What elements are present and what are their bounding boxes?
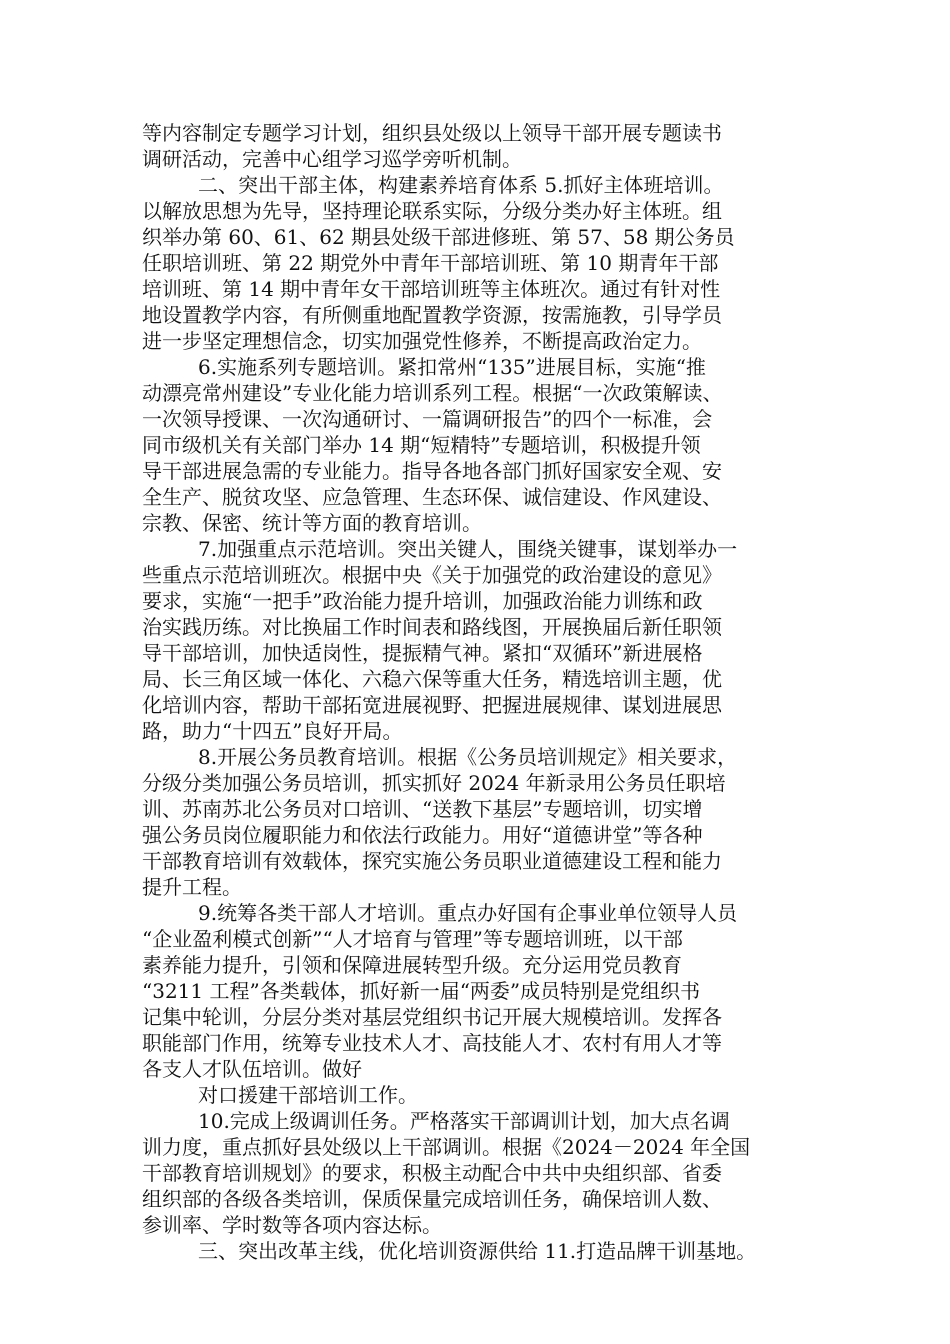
- document-line: 治实践历练。对比换届工作时间表和路线图，开展换届后新任职领: [142, 615, 722, 639]
- document-line: 记集中轮训，分层分类对基层党组织书记开展大规模培训。发挥各: [142, 1005, 722, 1029]
- document-line: 导干部培训，加快适岗性，提振精气神。紧扣“双循环”新进展格: [142, 641, 703, 665]
- document-line: 调研活动，完善中心组学习巡学旁听机制。: [142, 147, 522, 171]
- document-line: 素养能力提升，引领和保障进展转型升级。充分运用党员教育: [142, 953, 682, 977]
- document-line: 分级分类加强公务员培训，抓实抓好 2024 年新录用公务员任职培: [142, 771, 726, 795]
- document-line: 地设置教学内容，有所侧重地配置教学资源，按需施教，引导学员: [142, 303, 722, 327]
- document-line: 局、长三角区域一体化、六稳六保等重大任务，精选培训主题，优: [142, 667, 722, 691]
- document-line: 8.开展公务员教育培训。根据《公务员培训规定》相关要求，: [198, 745, 738, 769]
- document-line: “企业盈利模式创新”“人才培育与管理”等专题培训班，以干部: [142, 927, 683, 951]
- document-line: 9.统筹各类干部人才培训。重点办好国有企事业单位领导人员: [198, 901, 738, 925]
- document-line: 织举办第 60、61、62 期县处级干部进修班、第 57、58 期公务员: [142, 225, 735, 249]
- document-line: 参训率、学时数等各项内容达标。: [142, 1213, 442, 1237]
- document-line: 职能部门作用，统筹专业技术人才、高技能人才、农村有用人才等: [142, 1031, 722, 1055]
- document-line: 10.完成上级调训任务。严格落实干部调训计划，加大点名调: [198, 1109, 730, 1133]
- document-line: 干部教育培训规划》的要求，积极主动配合中共中央组织部、省委: [142, 1161, 722, 1185]
- document-line: 路，助力“十四五”良好开局。: [142, 719, 403, 743]
- document-line: 要求，实施“一把手”政治能力提升培训，加强政治能力训练和政: [142, 589, 703, 613]
- document-line: 6.实施系列专题培训。紧扣常州“135”进展目标，实施“推: [198, 355, 706, 379]
- document-line: 各支人才队伍培训。做好: [142, 1057, 362, 1081]
- document-line: 宗教、保密、统计等方面的教育培训。: [142, 511, 482, 535]
- document-line: 导干部进展急需的专业能力。指导各地各部门抓好国家安全观、安: [142, 459, 722, 483]
- document-line: 些重点示范培训班次。根据中央《关于加强党的政治建设的意见》: [142, 563, 722, 587]
- document-line: 动漂亮常州建设”专业化能力培训系列工程。根据“一次政策解读、: [142, 381, 723, 405]
- document-line: 干部教育培训有效载体，探究实施公务员职业道德建设工程和能力: [142, 849, 722, 873]
- document-line: 组织部的各级各类培训，保质保量完成培训任务，确保培训人数、: [142, 1187, 722, 1211]
- document-line: 全生产、脱贫攻坚、应急管理、生态环保、诚信建设、作风建设、: [142, 485, 722, 509]
- document-line: 对口援建干部培训工作。: [198, 1083, 418, 1107]
- document-line: 培训班、第 14 期中青年女干部培训班等主体班次。通过有针对性: [142, 277, 721, 301]
- document-line: 提升工程。: [142, 875, 242, 899]
- document-line: 强公务员岗位履职能力和依法行政能力。用好“道德讲堂”等各种: [142, 823, 703, 847]
- document-line: 同市级机关有关部门举办 14 期“短精特”专题培训，积极提升领: [142, 433, 701, 457]
- document-line: 训、苏南苏北公务员对口培训、“送教下基层”专题培训，切实增: [142, 797, 703, 821]
- document-line: 进一步坚定理想信念，切实加强党性修养，不断提高政治定力。: [142, 329, 702, 353]
- document-line: 等内容制定专题学习计划，组织县处级以上领导干部开展专题读书: [142, 121, 722, 145]
- document-line: 训力度，重点抓好县处级以上干部调训。根据《2024－2024 年全国: [142, 1135, 751, 1159]
- document-line: 二、突出干部主体，构建素养培育体系 5.抓好主体班培训。: [198, 173, 724, 197]
- document-line: 7.加强重点示范培训。突出关键人，围绕关键事，谋划举办一: [198, 537, 738, 561]
- document-line: “3211 工程”各类载体，抓好新一届“两委”成员特别是党组织书: [142, 979, 701, 1003]
- document-line: 任职培训班、第 22 期党外中青年干部培训班、第 10 期青年干部: [142, 251, 719, 275]
- document-line: 以解放思想为先导，坚持理论联系实际，分级分类办好主体班。组: [142, 199, 722, 223]
- document-line: 三、突出改革主线，优化培训资源供给 11.打造品牌干训基地。: [198, 1239, 757, 1263]
- document-body: [142, 120, 822, 1264]
- document-line: 一次领导授课、一次沟通研讨、一篇调研报告”的四个一标准，会: [142, 407, 713, 431]
- document-line: 化培训内容，帮助干部拓宽进展视野、把握进展规律、谋划进展思: [142, 693, 722, 717]
